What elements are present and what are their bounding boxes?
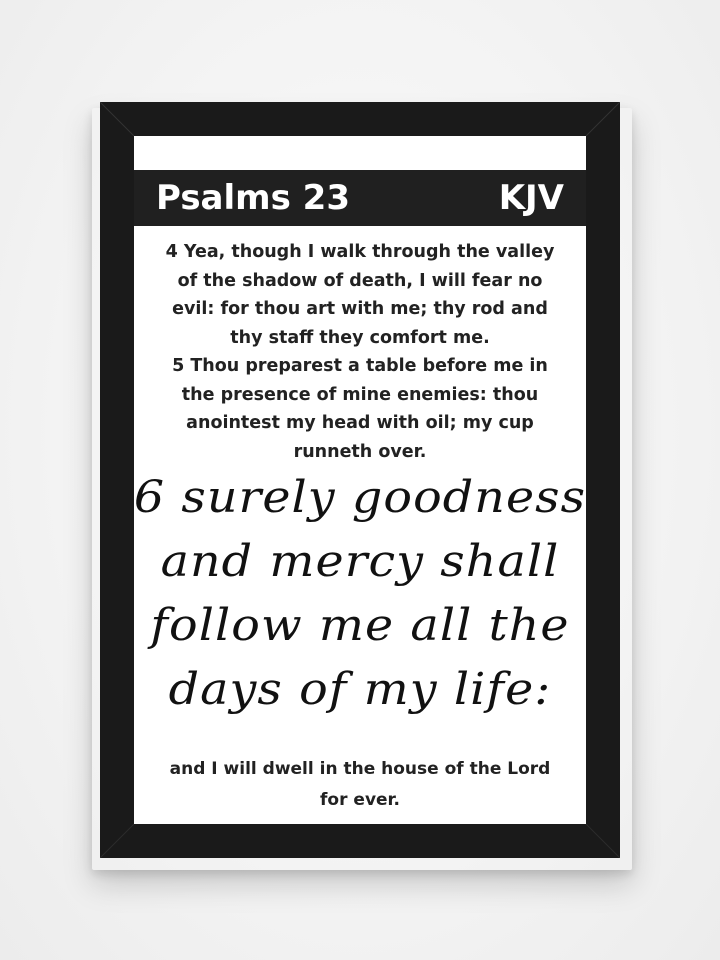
script-line: and mercy shall <box>160 536 560 587</box>
script-line: 6 surely goodness <box>134 472 586 523</box>
verse-line: thy staff they comfort me. <box>230 327 490 348</box>
verse-line: anointest my head with oil; my cup <box>186 413 534 433</box>
verse-line: runneth over. <box>293 441 427 462</box>
title-bar <box>134 170 586 226</box>
verse-line: of the shadow of death, I will fear no <box>177 270 543 291</box>
poster-title: Psalms 23 <box>156 178 350 218</box>
verse-line: the presence of mine enemies: thou <box>181 384 539 405</box>
bible-version: KJV <box>498 178 564 218</box>
verse-line: evil: for thou art with me; thy rod and <box>172 299 548 319</box>
verse-line: for ever. <box>320 790 400 810</box>
script-line: follow me all the <box>150 600 570 651</box>
verse-6-end <box>134 754 586 816</box>
verse-line: 5 Thou preparest a table before me in <box>172 356 548 376</box>
verse-line: and I will dwell in the house of the Lord <box>169 759 551 779</box>
poster-print <box>134 136 586 824</box>
verse-6-script <box>134 466 586 722</box>
verse-line: 4 Yea, though I walk through the valley <box>165 242 555 262</box>
verse-5 <box>148 352 572 466</box>
verse-4 <box>148 238 572 352</box>
script-line: days of my life: <box>168 664 552 715</box>
